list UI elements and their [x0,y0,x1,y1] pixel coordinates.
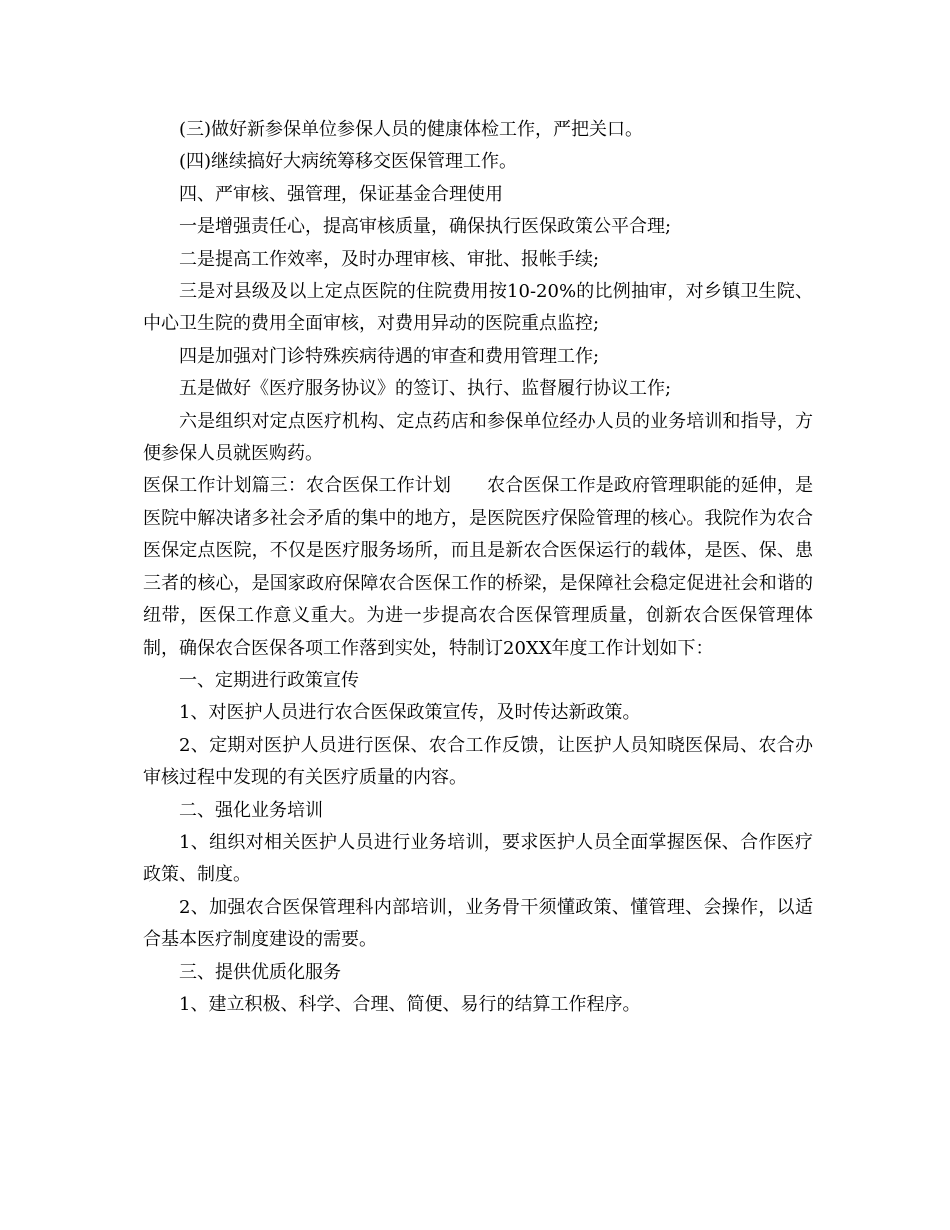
paragraph: 六是组织对定点医疗机构、定点药店和参保单位经办人员的业务培训和指导，方便参保人员就医购药。 [143,410,813,465]
paragraph: 1、建立积极、科学、合理、简便、易行的结算工作程序。 [179,993,641,1015]
paragraph: 一是增强责任心，提高审核质量，确保执行医保政策公平合理; [179,216,672,238]
section-three-heading: 医保工作计划篇三：农合医保工作计划 [143,475,451,497]
paragraph: 四是加强对门诊特殊疾病待遇的审查和费用管理工作; [179,345,600,367]
paragraph: 三是对县级及以上定点医院的住院费用按10-20%的比例抽审，对乡镇卫生院、中心卫生院的费用全面审核，对费用异动的医院重点监控; [143,281,813,335]
section-heading-four: 四、严审核、强管理，保证基金合理使用 [179,183,503,205]
paragraph: 2、定期对医护人员进行医保、农合工作反馈，让医护人员知晓医保局、农合办审核过程中发现的有关医疗质量的内容。 [143,734,813,789]
paragraph: 1、组织对相关医护人员进行业务培训，要求医护人员全面掌握医保、合作医疗政策、制度。 [143,831,813,886]
paragraph: (三)做好新参保单位参保人员的健康体检工作，严把关口。 [179,119,644,140]
paragraph: (四)继续搞好大病统筹移交医保管理工作。 [179,151,518,173]
document-body [143,114,813,1021]
section-three-intro: 农合医保工作是政府管理职能的延伸，是医院中解决诸多社会矛盾的集中的地方，是医院医疗保险管理的核心。我院作为农合医保定点医院，不仅是医疗服务场所，而且是新农合医保运行的载体，是医、保、患三者的核心，是国家政府保障农合医保工作的桥梁，是保障社会稳定促进社会和谐的纽带，医保工作意义重大。为进一步提高农合医保管理质量，创新农合医保管理体制，确保农合医保各项工作落到实处，特制订20XX年度工作计划如下： [143,475,814,659]
paragraph: 二是提高工作效率，及时办理审核、审批、报帐手续; [179,248,600,270]
paragraph: 2、加强农合医保管理科内部培训，业务骨干须懂政策、懂管理、会操作，以适合基本医疗制度建设的需要。 [143,896,813,951]
subheading-training: 二、强化业务培训 [179,799,323,821]
subheading-policy-publicity: 一、定期进行政策宣传 [179,669,359,691]
section-three-block [143,470,813,664]
paragraph: 1、对医护人员进行农合医保政策宣传，及时传达新政策。 [179,702,641,724]
paragraph: 五是做好《医疗服务协议》的签订、执行、监督履行协议工作; [179,378,672,400]
subheading-service: 三、提供优质化服务 [179,961,341,983]
